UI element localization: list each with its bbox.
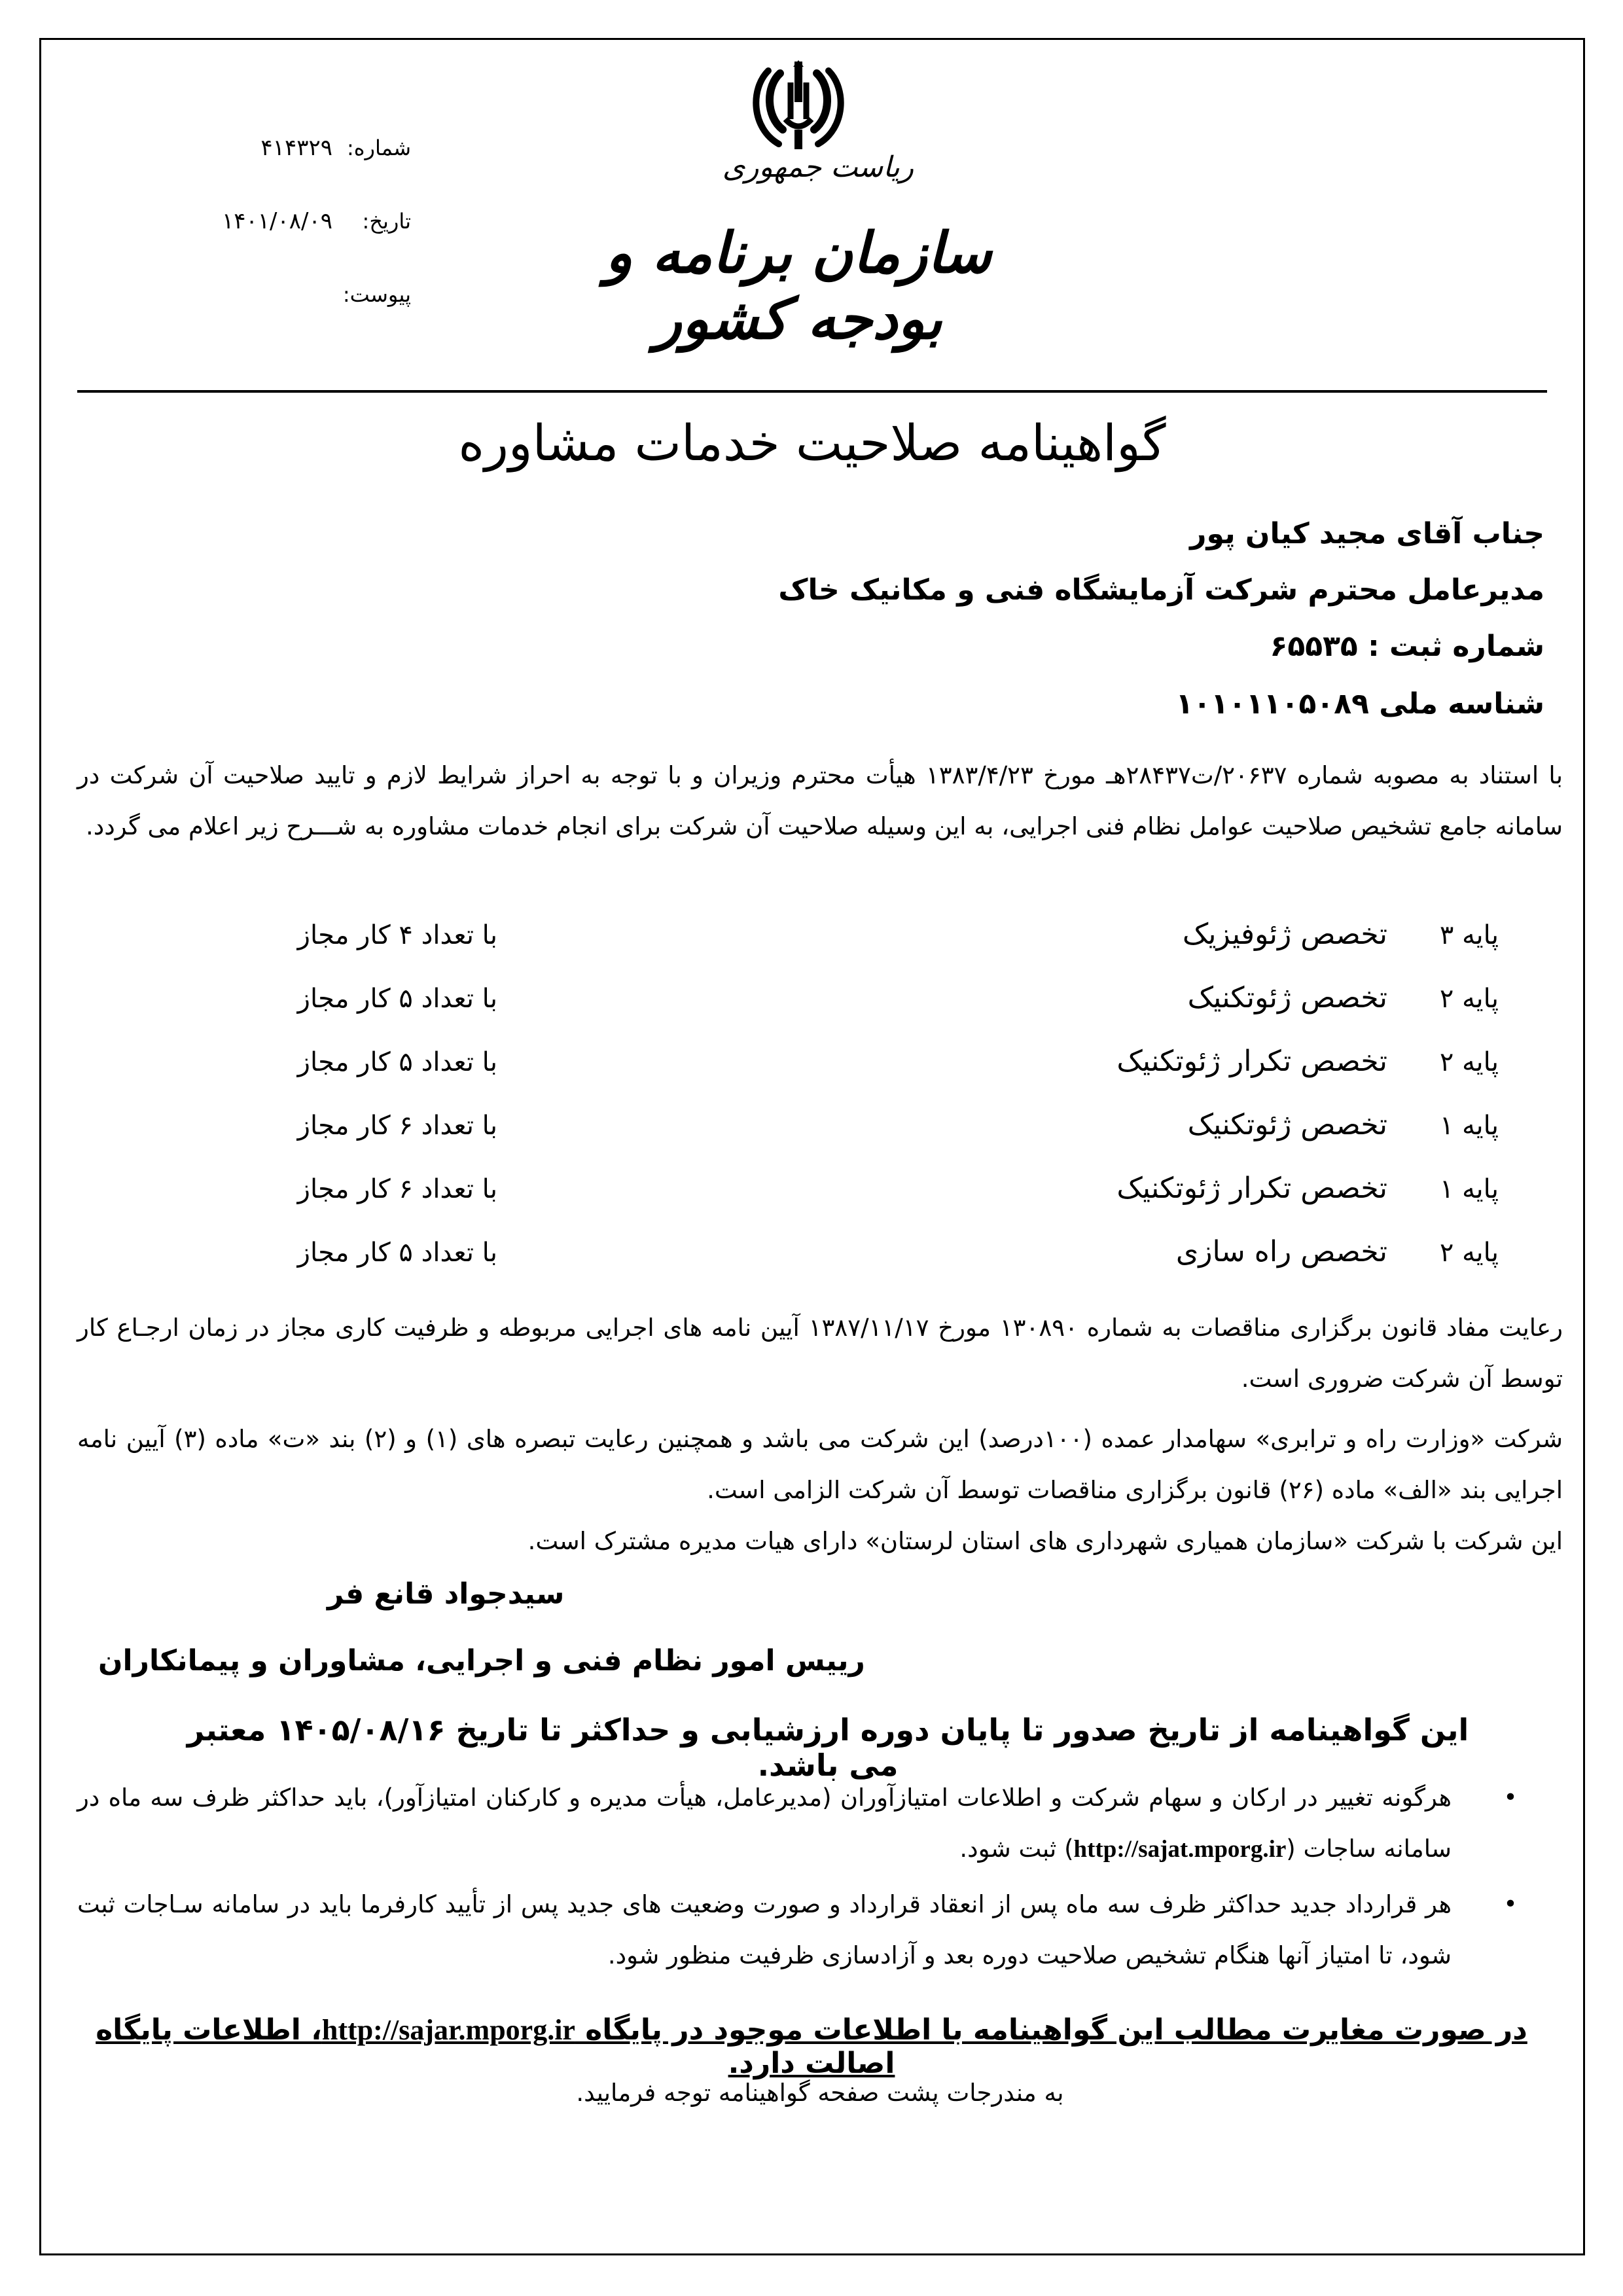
grade-level: پایه ۲ (1439, 1047, 1499, 1077)
grade-quota: با تعداد ۵ کار مجاز (297, 984, 497, 1014)
grade-row (157, 914, 1499, 977)
grade-specialty: تخصص راه سازی (1175, 1235, 1387, 1268)
letter-attachment-row (175, 258, 411, 331)
note-text-start: هرگونه تغییر در ارکان و سهام شرکت و اطلاعات امتیازآوران (مدیرعامل، هیأت مدیره و کارکنان امتیازآور)، باید حداکثر ظرف سه ماه در سامانه ساجات ( (77, 1784, 1452, 1863)
national-id: شناسه ملی ۱۰۱۰۱۱۰۵۰۸۹ (1175, 687, 1544, 721)
addressee-position: مدیرعامل محترم شرکت آزمایشگاه فنی و مکانیک خاک (778, 573, 1544, 607)
letter-number-value: ۴۱۴۳۲۹ (260, 135, 332, 161)
grade-specialty: تخصص ژئوتکنیک (1187, 1108, 1387, 1141)
signatory-name: سیدجواد قانع فر (327, 1577, 565, 1611)
back-page-note: به مندرجات پشت صفحه گواهینامه توجه فرمایید. (576, 2079, 1064, 2107)
grade-level: پایه ۲ (1439, 1238, 1499, 1268)
grade-row (157, 1041, 1499, 1104)
board-paragraph: این شرکت با شرکت «سازمان همیاری شهرداری های استان لرستان» دارای هیات مدیره مشترک است. (527, 1527, 1563, 1555)
letter-date-value: ۱۴۰۱/۰۸/۰۹ (221, 208, 332, 234)
sajat-link[interactable]: http://sajat.mporg.ir (1073, 1836, 1287, 1863)
notes-list (77, 1772, 1530, 1985)
letter-number-row (175, 111, 411, 185)
warning-text-end: ، اطلاعات پایگاه اصالت دارد. (96, 2013, 895, 2080)
list-item (77, 1772, 1530, 1875)
grade-quota: با تعداد ۶ کار مجاز (297, 1174, 497, 1204)
note-text-start: هر قرارداد جدید حداکثر ظرف سه ماه پس از انعقاد قرارداد و صورت وضعیت های جدید پس از تأیید کارفرما باید در سامانه سـاجات ثبت شود، تا امتیاز آنها هنگام تشخیص صلاحیت دوره بعد و آزادسازی ظرفیت منظور شود. (77, 1890, 1452, 1969)
grade-row (157, 1168, 1499, 1231)
list-item (77, 1879, 1530, 1981)
grade-level: پایه ۲ (1439, 984, 1499, 1014)
letter-meta (175, 111, 411, 331)
letter-date-row (175, 185, 411, 258)
validity-statement: این گواهینامه از تاریخ صدور تا پایان دوره ارزشیابی و حداکثر تا تاریخ ۱۴۰۵/۰۸/۱۶ معتبر می باشد. (187, 1712, 1469, 1783)
intro-paragraph: با استناد به مصوبه شماره ۲۰۶۳۷/ت۲۸۴۳۷هـ مورخ ۱۳۸۳/۴/۲۳ هیأت محترم وزیران و با توجه به احراز شرایط لازم و تایید صلاحیت آن شرکت در سامانه جامع تشخیص صلاحیت عوامل نظام فنی اجرایی، به این وسیله صلاحیت آن شرکت برای انجام خدمات مشاوره به شـــرح زیر اعلام می گردد. (77, 761, 1563, 840)
sajar-link[interactable]: http://sajar.mporg.ir (321, 2014, 575, 2046)
grade-row (157, 977, 1499, 1041)
warning-text-start: در صورت مغایرت مطالب این گواهینامه با اطلاعات موجود در پایگاه (575, 2013, 1527, 2047)
signatory-title: رییس امور نظام فنی و اجرایی، مشاوران و پیمانکاران (98, 1644, 865, 1677)
grade-level: پایه ۱ (1439, 1111, 1499, 1141)
grades-list (157, 914, 1499, 1295)
grade-quota: با تعداد ۶ کار مجاز (297, 1111, 497, 1141)
grade-quota: با تعداد ۴ کار مجاز (297, 920, 497, 950)
grade-level: پایه ۳ (1439, 920, 1499, 950)
letter-attachment-label: پیوست: (342, 282, 411, 307)
grade-quota: با تعداد ۵ کار مجاز (297, 1238, 497, 1268)
letter-date-label: تاریخ: (362, 209, 411, 234)
org-parent-name: ریاست جمهوری (722, 151, 914, 184)
registration-number: شماره ثبت : ۶۵۵۳۵ (1270, 630, 1544, 663)
letter-number-label: شماره: (346, 135, 411, 160)
national-emblem-icon (746, 56, 851, 154)
grade-quota: با تعداد ۵ کار مجاز (297, 1047, 497, 1077)
header-divider (77, 390, 1547, 393)
addressee-name: جناب آقای مجید کیان پور (1190, 517, 1544, 550)
grade-specialty: تخصص تکرار ژئوتکنیک (1116, 1172, 1387, 1205)
grade-specialty: تخصص ژئوفیزیک (1182, 918, 1387, 951)
grade-row (157, 1231, 1499, 1295)
shareholder-paragraph: شرکت «وزارت راه و ترابری» سهامدار عمده (۱۰۰درصد) این شرکت می باشد و همچنین رعایت تبصره های (۱) و (۲) بند «ت» ماده (۳) آیین نامه اجرایی بند «الف» ماده (۲۶) قانون برگزاری مناقصات توسط آن شرکت الزامی است. (77, 1425, 1563, 1504)
compliance-paragraph: رعایت مفاد قانون برگزاری مناقصات به شماره ۱۳۰۸۹۰ مورخ ۱۳۸۷/۱۱/۱۷ آیین نامه های اجرایی مربوطه و ظرفیت کاری مجاز در زمان ارجـاع کار توسط آن شرکت ضروری است. (77, 1314, 1563, 1393)
org-name: سازمان برنامه و بودجه کشور (605, 220, 992, 352)
grade-row (157, 1104, 1499, 1168)
grade-level: پایه ۱ (1439, 1174, 1499, 1204)
page-title: گواهینامه صلاحیت خدمات مشاوره (458, 414, 1166, 472)
note-text-end: ) ثبت شود. (959, 1835, 1074, 1863)
authenticity-warning (59, 2013, 1564, 2080)
bullet-icon: • (1503, 1891, 1518, 1918)
grade-specialty: تخصص تکرار ژئوتکنیک (1116, 1045, 1387, 1078)
grade-specialty: تخصص ژئوتکنیک (1187, 981, 1387, 1014)
bullet-icon: • (1503, 1784, 1518, 1811)
